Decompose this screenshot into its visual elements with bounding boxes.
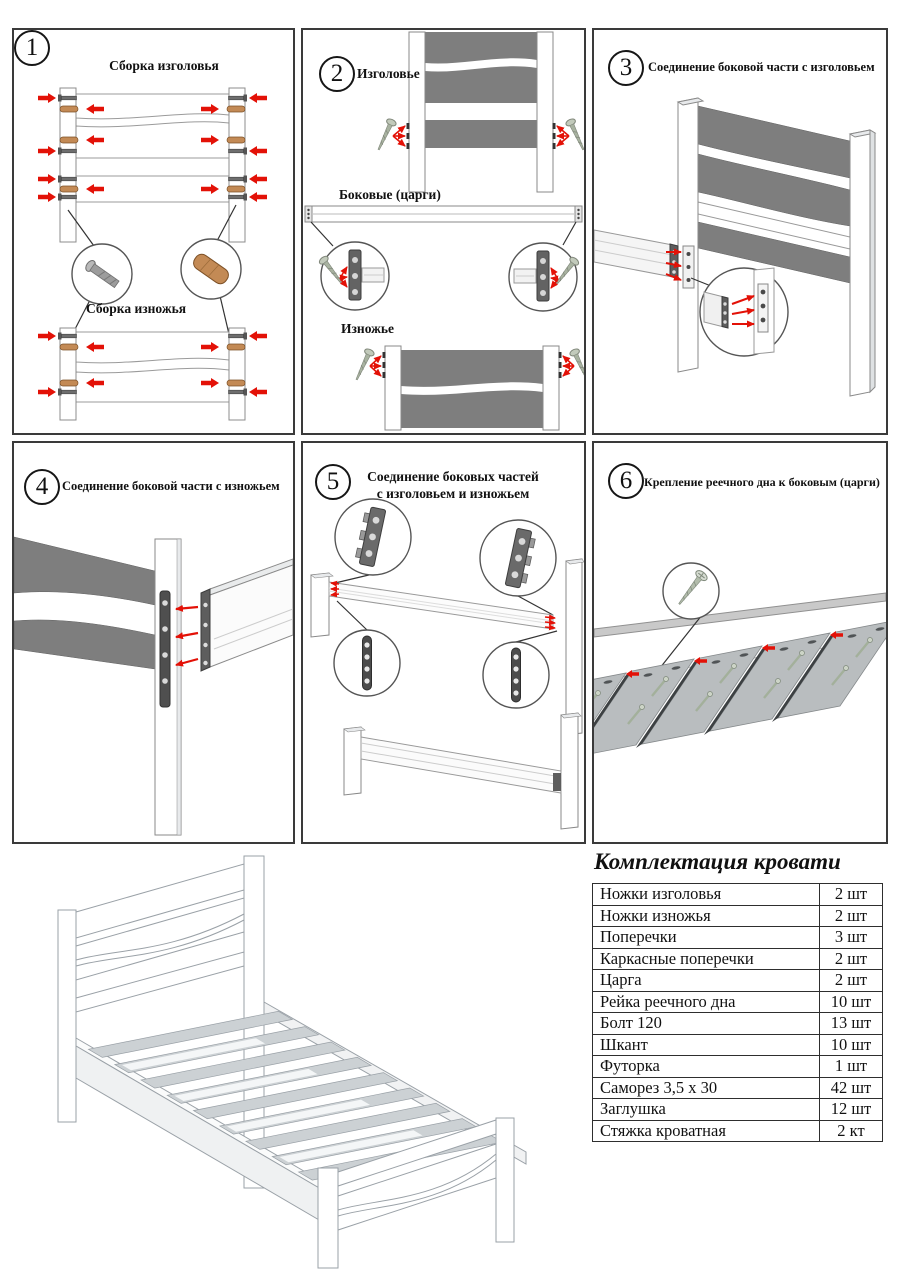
step-number: 2: [330, 60, 344, 87]
table-row: [593, 991, 883, 1013]
part-qty-cell: 10 шт: [820, 1034, 883, 1056]
step-number-badge: [24, 469, 60, 505]
table-row: [593, 1120, 883, 1142]
table-row: [593, 970, 883, 992]
step-number: 6: [619, 467, 633, 494]
table-row: [593, 1056, 883, 1078]
slot-plate-icon: [512, 648, 521, 702]
step-title: Соединение боковой части с изножьем: [62, 479, 280, 493]
table-row: [593, 1077, 883, 1099]
part-qty-cell: 2 шт: [820, 970, 883, 992]
table-row: [593, 1013, 883, 1035]
part-qty-cell: 3 шт: [820, 927, 883, 949]
step-number: 5: [326, 468, 340, 495]
step-title: Соединение боковой части с изголовьем: [648, 60, 875, 74]
headboard-label: Изголовье: [357, 66, 420, 81]
step-number-badge: [319, 56, 355, 92]
bracket-plate-icon: [553, 773, 561, 791]
step-number-badge: [608, 463, 644, 499]
table-row: [593, 884, 883, 906]
part-name-cell: Ножки изножья: [593, 905, 820, 927]
slats-mounting-diagram: [594, 443, 886, 842]
part-name-cell: Рейка реечного дна: [593, 991, 820, 1013]
part-name-cell: Стяжка кроватная: [593, 1120, 820, 1142]
side-rails-label: Боковые (царги): [339, 187, 441, 202]
step-number: 3: [619, 54, 633, 81]
part-name-cell: Шкант: [593, 1034, 820, 1056]
parts-table-title: Комплектация кровати: [594, 849, 841, 874]
part-qty-cell: 42 шт: [820, 1077, 883, 1099]
part-qty-cell: 12 шт: [820, 1099, 883, 1121]
step-title: Сборка изголовья: [109, 58, 219, 73]
parts-table: [592, 883, 883, 1142]
bracket-plate-icon: [160, 591, 170, 707]
side-rail-to-headboard-diagram: [594, 30, 886, 433]
part-qty-cell: 10 шт: [820, 991, 883, 1013]
headboard-footboard-assembly-diagram: [14, 30, 293, 433]
part-qty-cell: 1 шт: [820, 1056, 883, 1078]
step-panel-5: [301, 441, 586, 844]
part-name-cell: Заглушка: [593, 1099, 820, 1121]
footboard-label: Изножье: [341, 321, 395, 336]
step-number-badge: [608, 50, 644, 86]
part-name-cell: Поперечки: [593, 927, 820, 949]
step-title: Крепление реечного дна к боковым (царги): [644, 475, 880, 489]
step-panel-3: [592, 28, 888, 435]
parts-overview-diagram: [303, 30, 584, 433]
part-qty-cell: 2 шт: [820, 948, 883, 970]
table-row: [593, 1034, 883, 1056]
step-number: 1: [25, 34, 39, 61]
part-qty-cell: 13 шт: [820, 1013, 883, 1035]
side-rail-to-footboard-diagram: [14, 443, 293, 842]
table-row: [593, 948, 883, 970]
step-title-line2: с изголовьем и изножьем: [376, 486, 530, 501]
step-panel-6: [592, 441, 888, 844]
step-number-badge: [14, 30, 50, 66]
step-number: 4: [35, 473, 49, 500]
table-row: [593, 905, 883, 927]
table-row: [593, 1099, 883, 1121]
part-name-cell: Царга: [593, 970, 820, 992]
table-row: [593, 927, 883, 949]
part-qty-cell: 2 кт: [820, 1120, 883, 1142]
step-panel-2: [301, 28, 586, 435]
part-qty-cell: 2 шт: [820, 884, 883, 906]
part-name-cell: Каркасные поперечки: [593, 948, 820, 970]
step-panel-4: [12, 441, 295, 844]
part-name-cell: Ножки изголовья: [593, 884, 820, 906]
bed-overview-drawing: [18, 852, 583, 1272]
bracket-plate-icon: [201, 589, 210, 671]
step-panel-1: [12, 28, 295, 435]
part-name-cell: Футорка: [593, 1056, 820, 1078]
step-title-line1: Соединение боковых частей: [367, 469, 539, 484]
step-subtitle: Сборка изножья: [86, 301, 187, 316]
part-name-cell: Саморез 3,5 x 30: [593, 1077, 820, 1099]
side-rails-to-posts-diagram: [303, 443, 584, 842]
part-name-cell: Болт 120: [593, 1013, 820, 1035]
step-number-badge: [315, 464, 351, 500]
part-qty-cell: 2 шт: [820, 905, 883, 927]
slot-plate-icon: [363, 636, 372, 690]
